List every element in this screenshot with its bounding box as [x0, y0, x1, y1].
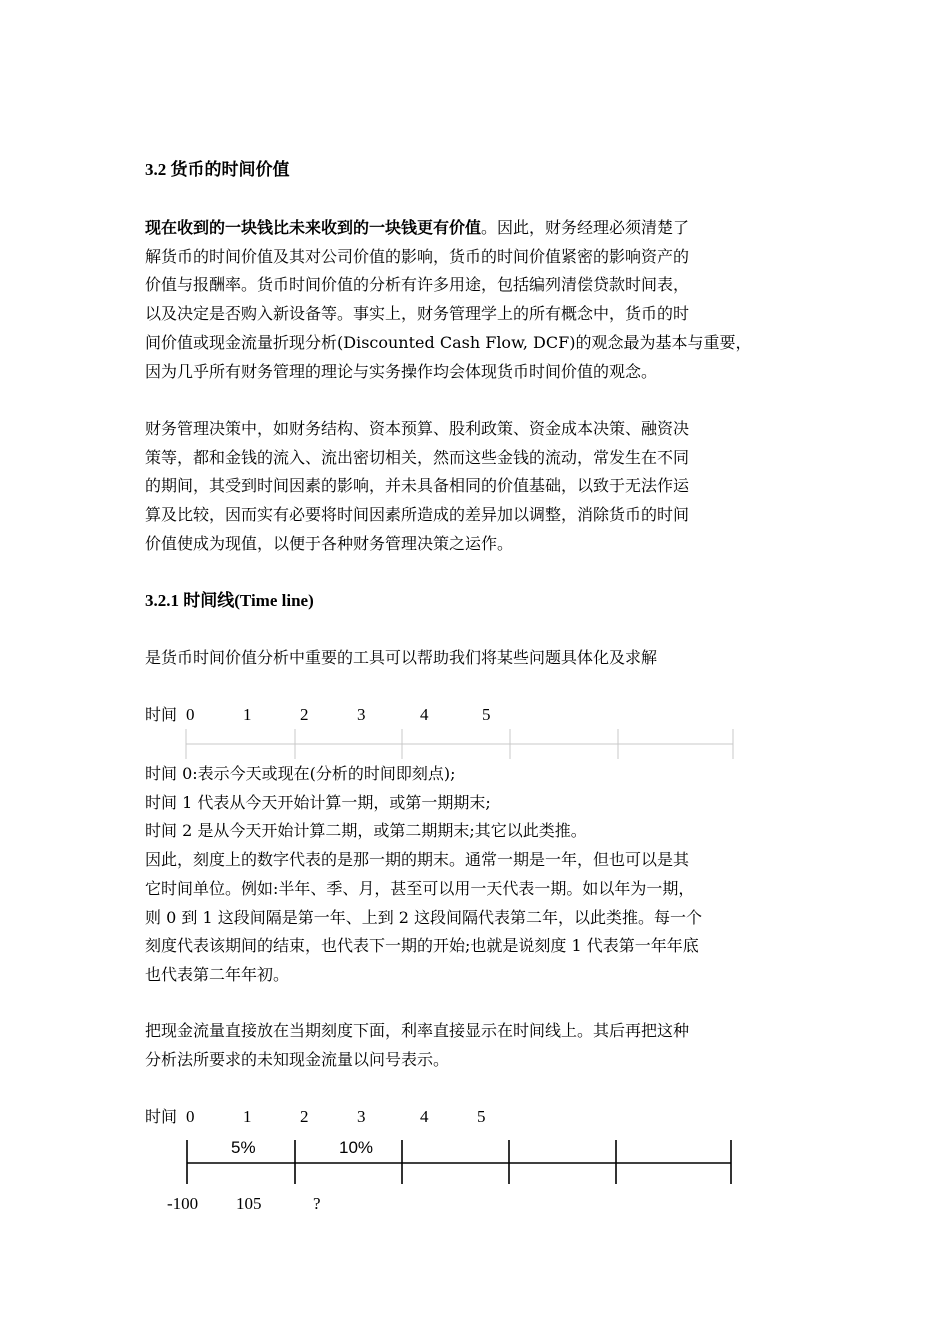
tick-label: 4 [420, 1107, 429, 1126]
paragraph-line: 价值与报酬率。货币时间价值的分析有许多用途，包括编列清偿贷款时间表， [145, 275, 690, 295]
interest-rate-label: 10% [339, 1138, 374, 1157]
paragraph-line: 价值使成为现值，以便于各种财务管理决策之运作。 [145, 533, 514, 553]
section-heading-3-2-1: 3.2.1 时间线(Time line) [145, 591, 314, 610]
paragraph-line: 因为几乎所有财务管理的理论与实务操作均会体现货币时间价值的观念。 [145, 361, 658, 381]
paragraph-line: 的期间，其受到时间因素的影响，并未具备相同的价值基础，以致于无法作运 [145, 476, 690, 496]
tick-label: 1 [243, 1107, 252, 1126]
paragraph-line: 把现金流量直接放在当期刻度下面，利率直接显示在时间线上。其后再把这种 [145, 1021, 690, 1040]
paragraph-line [145, 214, 825, 243]
interest-rate-label: 5% [231, 1138, 256, 1157]
paragraph-line: 时间 2 是从今天开始计算二期，或第二期期末;其它以此类推。 [145, 821, 587, 841]
paragraph-line: 以及决定是否购入新设备等。事实上，财务管理学上的所有概念中，货币的时 [145, 304, 690, 324]
timeline-label: 时间 [145, 705, 178, 724]
timeline-axis [180, 727, 740, 761]
paragraph-line: 分析法所要求的未知现金流量以问号表示。 [145, 1049, 450, 1069]
paragraph-line: 算及比较，因而实有必要将时间因素所造成的差异加以调整，消除货币的时间 [145, 505, 690, 525]
tick-label: 1 [243, 705, 252, 724]
tick-label: 0 [186, 1107, 195, 1126]
tick-label: 5 [482, 705, 491, 724]
paragraph-line: 则 0 到 1 这段间隔是第一年、上到 2 这段间隔代表第二年，以此类推。每一个 [145, 907, 703, 927]
timeline-label: 时间 [145, 1107, 178, 1126]
paragraph-line: 是货币时间价值分析中重要的工具可以帮助我们将某些问题具体化及求解 [145, 648, 658, 667]
cash-flow-value: 105 [236, 1194, 262, 1213]
cash-flow-unknown: ? [313, 1194, 321, 1213]
tick-label: 2 [300, 705, 309, 724]
line-rest: 。因此，财务经理必须清楚了 [481, 218, 690, 237]
bold-lead-sentence: 现在收到的一块钱比未来收到的一块钱更有价值 [145, 218, 482, 237]
paragraph-timeline-explanation [145, 760, 825, 990]
paragraph-financial-decisions [145, 415, 825, 559]
paragraph-time-value-intro [145, 214, 825, 386]
tick-label: 4 [420, 705, 429, 724]
cash-flow-value: -100 [167, 1194, 199, 1213]
paragraph-line: 时间 1 代表从今天开始计算一期，或第一期期末; [145, 792, 491, 812]
paragraph-line: 间价值或现金流量折现分析(Discounted Cash Flow, DCF)的观念最为基本与重要， [145, 332, 752, 352]
paragraph-line: 因此，刻度上的数字代表的是那一期的期末。通常一期是一年，但也可以是其 [145, 850, 690, 870]
timeline-axis [180, 1134, 740, 1188]
paragraph-line: 解货币的时间价值及其对公司价值的影响，货币的时间价值紧密的影响资产的 [145, 246, 690, 266]
tick-label: 0 [186, 705, 195, 724]
tick-label: 3 [357, 1107, 366, 1126]
paragraph-timeline-intro [145, 644, 825, 673]
paragraph-line: 策等，都和金钱的流入、流出密切相关，然而这些金钱的流动，常发生在不同 [145, 447, 690, 467]
paragraph-line: 财务管理决策中，如财务结构、资本预算、股利政策、资金成本决策、融资决 [145, 419, 690, 438]
tick-label: 5 [477, 1107, 486, 1126]
tick-label: 3 [357, 705, 366, 724]
paragraph-line: 也代表第二年年初。 [145, 964, 290, 984]
paragraph-line: 刻度代表该期间的结束，也代表下一期的开始;也就是说刻度 1 代表第一年年底 [145, 936, 699, 956]
paragraph-cash-flow-placement [145, 1017, 825, 1074]
paragraph-line: 时间 0:表示今天或现在(分析的时间即刻点); [145, 764, 456, 783]
section-heading-3-2: 3.2 货币的时间价值 [145, 160, 290, 179]
tick-label: 2 [300, 1107, 309, 1126]
paragraph-line: 它时间单位。例如:半年、季、月，甚至可以用一天代表一期。如以年为一期， [145, 878, 695, 898]
